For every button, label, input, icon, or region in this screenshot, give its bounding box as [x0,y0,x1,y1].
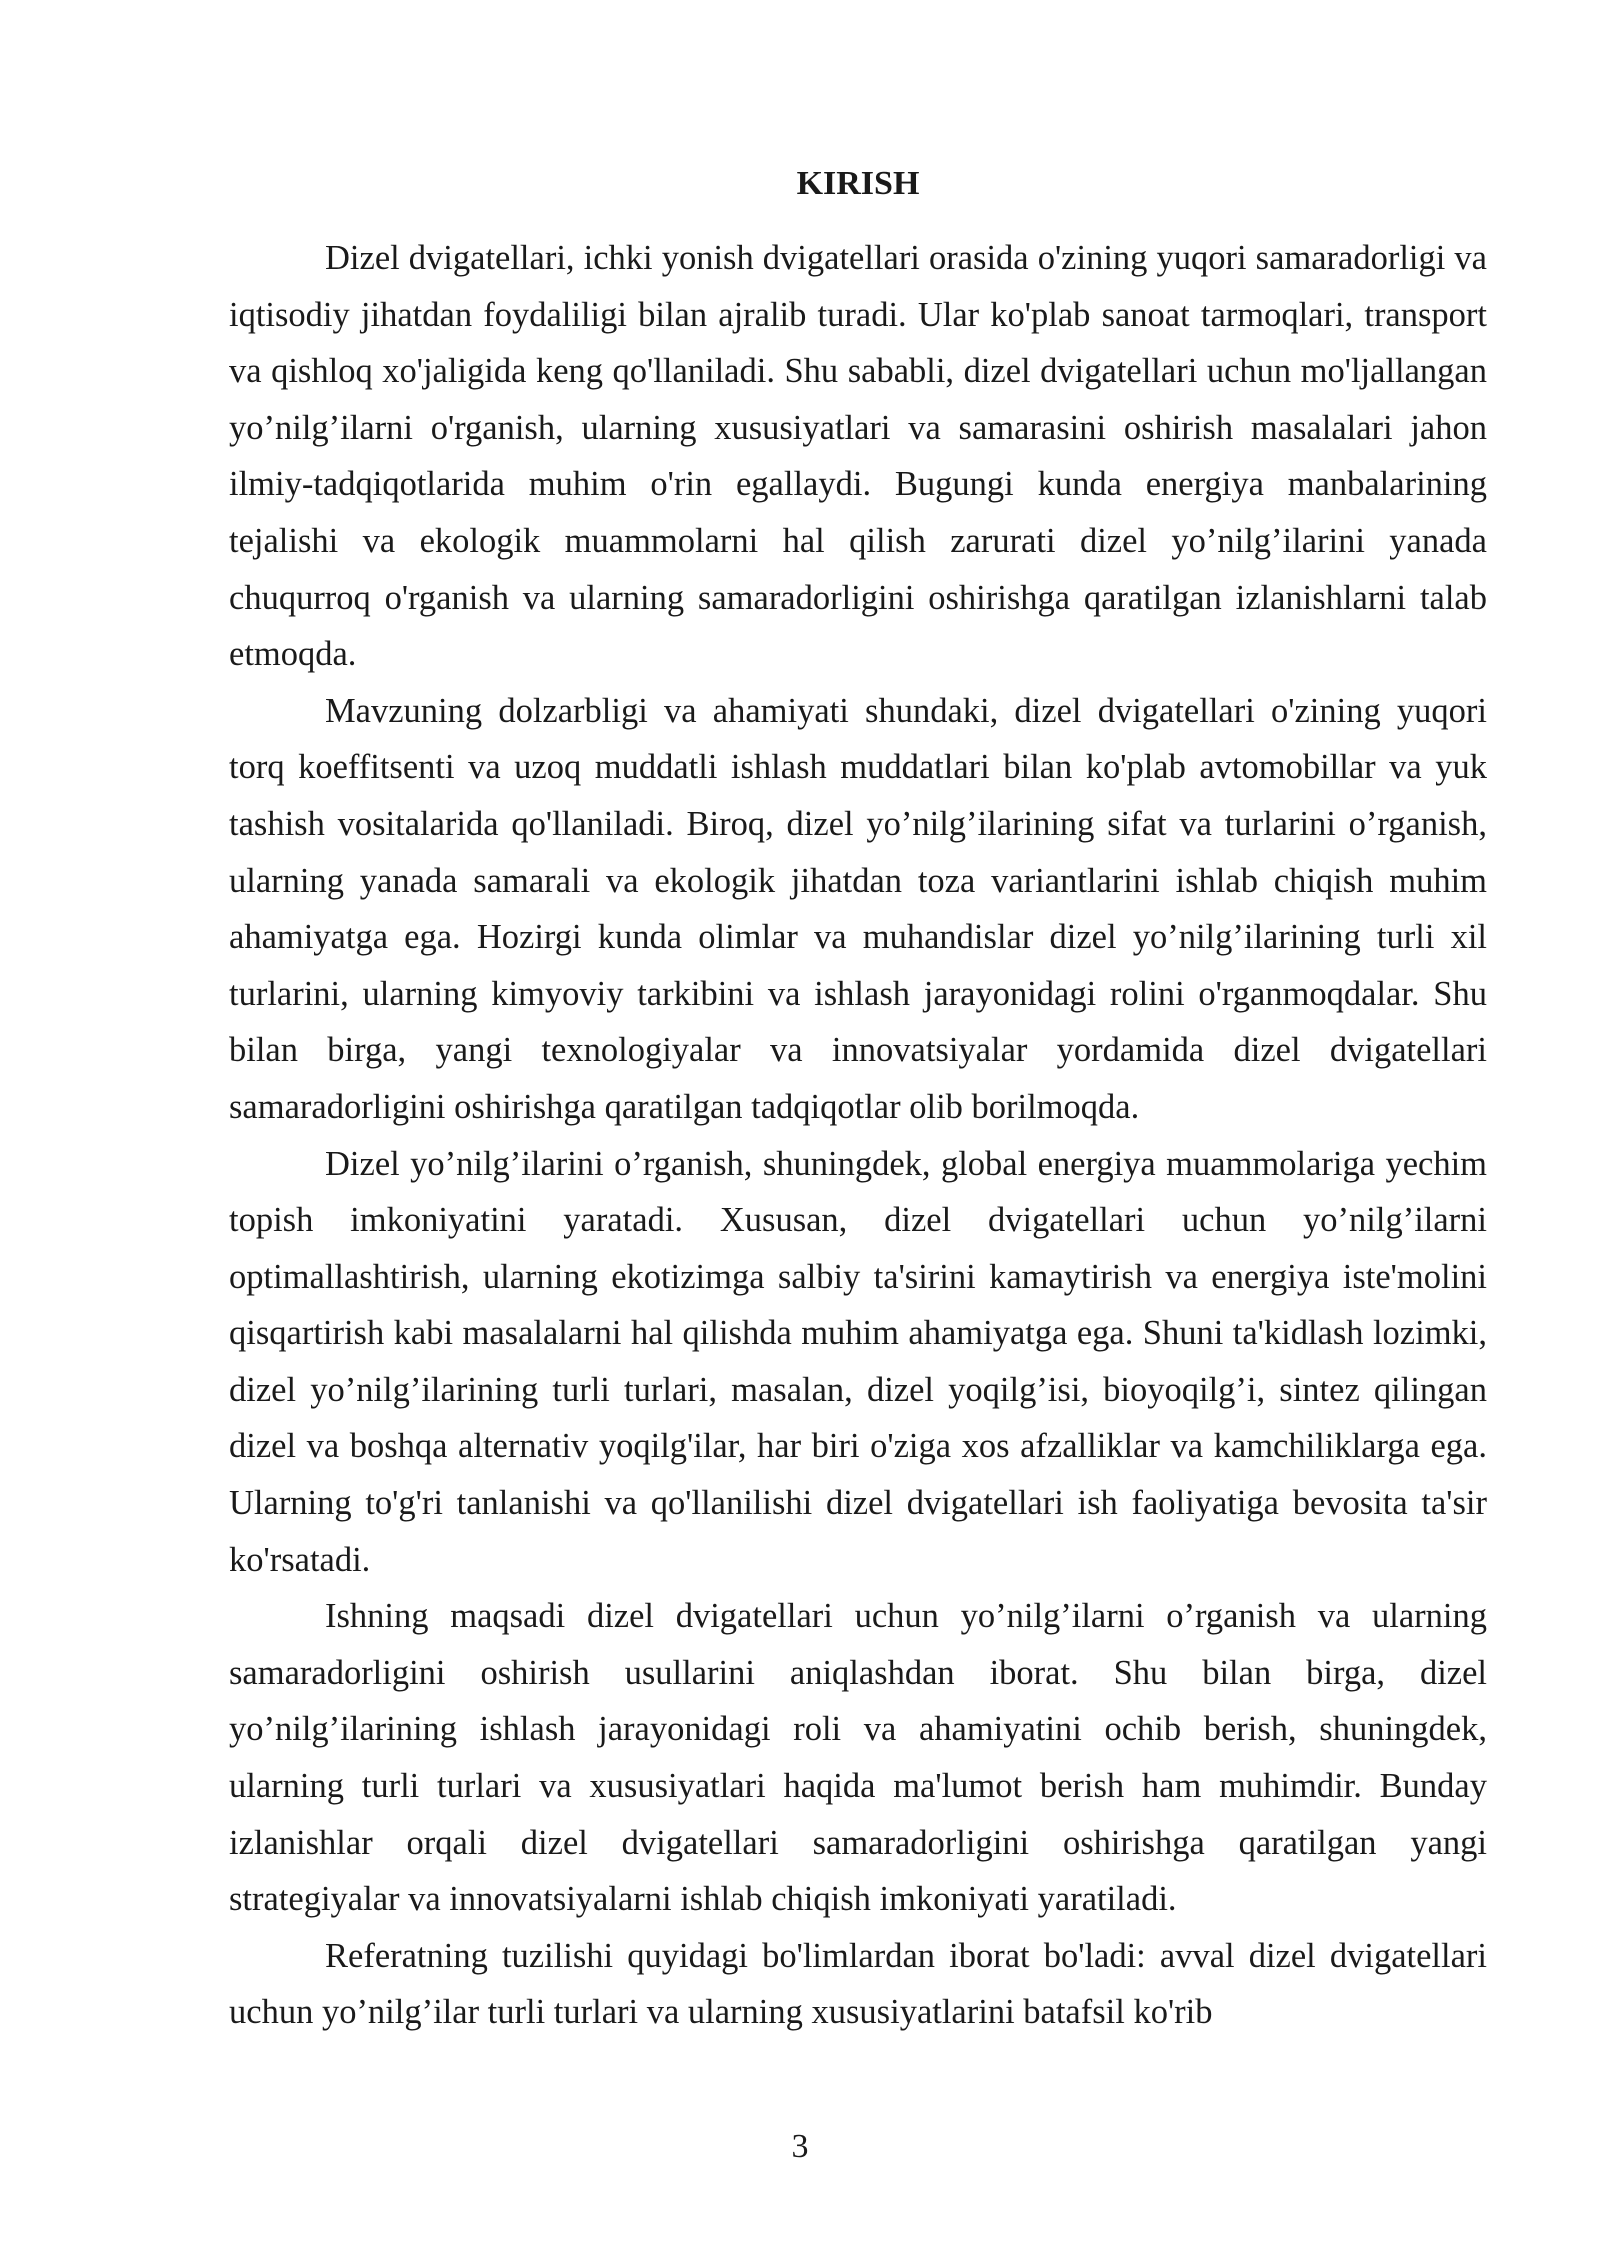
section-title: KIRISH [796,165,920,202]
paragraph-structure: Referatning tuzilishi quyidagi bo'limlardan iborat bo'ladi: avval dizel dvigatellari uchun yo’nilg’ilar turli turlari va ularning xususiyatlarini batafsil ko'rib [229,1936,1487,2032]
page-content [229,160,1487,2041]
page-number: 3 [791,2128,809,2165]
paragraph-global-energy: Dizel yo’nilg’ilarini o’rganish, shuningdek, global energiya muammolariga yechim topish imkoniyatini yaratadi. Xususan, dizel dvigatellari uchun yo’nilg’ilarni optimallashtirish, ularning ekotizimga salbiy ta'sirini kamaytirish va energiya iste'molini qisqartirish kabi masalalarni hal qilishda muhim ahamiyatga ega. Shuni ta'kidlash lozimki, dizel yo’nilg’ilarining turli turlari, masalan, dizel yoqilg’isi, bioyoqilg’i, sintez qilingan dizel va boshqa alternativ yoqilg'ilar, har biri o'ziga xos afzalliklar va kamchiliklarga ega. Ularning to'g'ri tanlanishi va qo'llanilishi dizel dvigatellari ish faoliyatiga bevosita ta'sir ko'rsatadi. [229,1144,1487,1579]
paragraph-relevance: Mavzuning dolzarbligi va ahamiyati shundaki, dizel dvigatellari o'zining yuqori torq koeffitsenti va uzoq muddatli ishlash muddatlari bilan ko'plab avtomobillar va yuk tashish vositalarida qo'llaniladi. Biroq, dizel yo’nilg’ilarining sifat va turlarini o’rganish, ularning yanada samarali va ekologik jihatdan toza variantlarini ishlab chiqish muhim ahamiyatga ega. Hozirgi kunda olimlar va muhandislar dizel yo’nilg’ilarining turli xil turlarini, ularning kimyoviy tarkibini va ishlash jarayonidagi rolini o'rganmoqdalar. Shu bilan birga, yangi texnologiyalar va innovatsiyalar yordamida dizel dvigatellari samaradorligini oshirishga qaratilgan tadqiqotlar olib borilmoqda. [229,691,1487,1126]
paragraph-aim: Ishning maqsadi dizel dvigatellari uchun yo’nilg’ilarni o’rganish va ularning samaradorligini oshirish usullarini aniqlashdan iborat. Shu bilan birga, dizel yo’nilg’ilarining ishlash jarayonidagi roli va ahamiyatini ochib berish, shuningdek, ularning turli turlari va xususiyatlari haqida ma'lumot berish ham muhimdir. Bunday izlanishlar orqali dizel dvigatellari samaradorligini oshirishga qaratilgan yangi strategiyalar va innovatsiyalarni ishlab chiqish imkoniyati yaratiladi. [229,1597,1487,1919]
paragraph-introduction: Dizel dvigatellari, ichki yonish dvigatellari orasida o'zining yuqori samaradorligi va iqtisodiy jihatdan foydaliligi bilan ajralib turadi. Ular ko'plab sanoat tarmoqlari, transport va qishloq xo'jaligida keng qo'llaniladi. Shu sababli, dizel dvigatellari uchun mo'ljallangan yo’nilg’ilarni o'rganish, ularning xususiyatlari va samarasini oshirish masalalari jahon ilmiy-tadqiqotlarida muhim o'rin egallaydi. Bugungi kunda energiya manbalarining tejalishi va ekologik muammolarni hal qilish zarurati dizel yo’nilg’ilarini yanada chuqurroq o'rganish va ularning samaradorligini oshirishga qaratilgan izlanishlarni talab etmoqda. [229,239,1487,674]
